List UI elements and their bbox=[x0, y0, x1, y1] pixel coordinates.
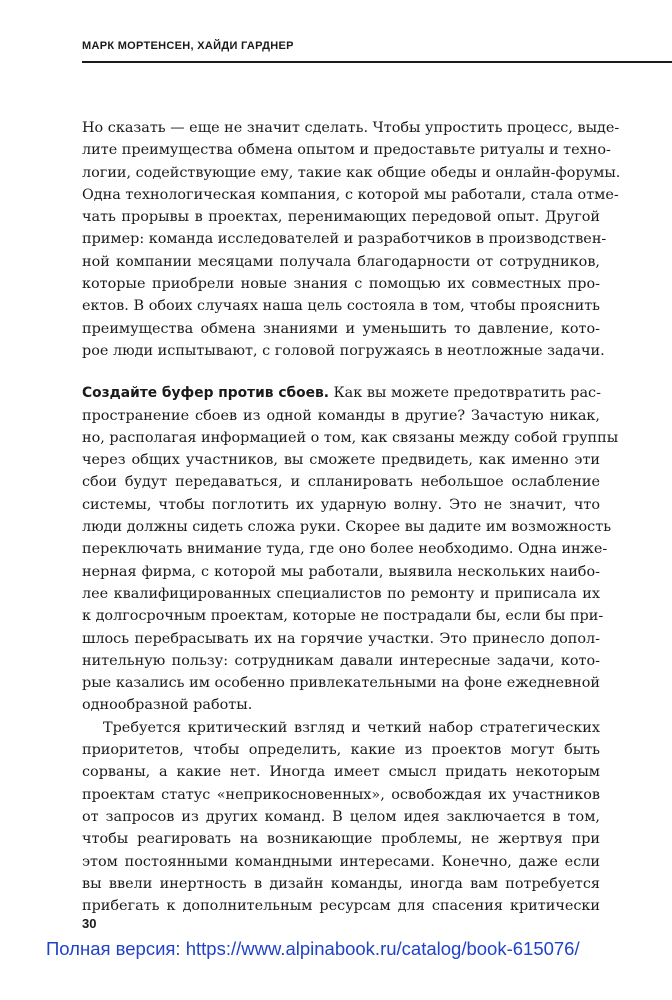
text-line: пример: команда исследователей и разработчиков в производствен- bbox=[82, 231, 607, 248]
text-line: но, располагая информацией о том, как связаны между собой группы bbox=[82, 429, 619, 446]
text-line: приоритетов, чтобы определить, какие из проектов могут быть bbox=[82, 742, 600, 759]
text-line: логии, содействующие ему, такие как общие обеды и онлайн-форумы. bbox=[82, 164, 621, 181]
text-line: проектам статус «неприкосновенных», освобождая их участников bbox=[82, 786, 600, 803]
header-rule bbox=[82, 61, 672, 63]
text-line: сбои будут передаваться, и спланировать небольшое ослабление bbox=[82, 474, 600, 491]
text-line: от запросов из других команд. В целом идея заключается в том, bbox=[82, 808, 600, 825]
text-line: Одна технологическая компания, с которой мы работали, стала отме- bbox=[82, 186, 619, 203]
body-text bbox=[82, 117, 621, 917]
text-line: преимущества обмена знаниями и уменьшить то давление, кото- bbox=[82, 320, 600, 337]
text-line: этом постоянными командными интересами. Конечно, даже если bbox=[82, 853, 600, 870]
paragraph-1 bbox=[82, 117, 621, 362]
running-head: МАРК МОРТЕНСЕН, ХАЙДИ ГАРДНЕР bbox=[82, 40, 294, 52]
text-line: однообразной работы. bbox=[82, 697, 253, 714]
text-line: прибегать к дополнительным ресурсам для спасения критически bbox=[82, 898, 600, 915]
page-number: 30 bbox=[82, 916, 97, 931]
text-line: шлось перебрасывать их на горячие участки. Это принесло допол- bbox=[82, 630, 600, 647]
text-line: ектов. В обоих случаях наша цель состояла в том, чтобы прояснить bbox=[82, 298, 600, 315]
paragraph-3 bbox=[82, 717, 600, 918]
text-line: которые приобрели новые знания с помощью их совместных про- bbox=[82, 276, 600, 293]
text-line: ной компании месяцами получала благодарности от сотрудников, bbox=[82, 253, 600, 270]
section-lead-heading: Создайте буфер против сбоев. bbox=[82, 385, 329, 402]
text-line: рое люди испытывают, с головой погружаясь в неотложные задачи. bbox=[82, 342, 605, 359]
text-line: через общих участников, вы сможете предвидеть, как именно эти bbox=[82, 452, 600, 469]
text-line: переключать внимание туда, где оно более необходимо. Одна инже- bbox=[82, 541, 608, 558]
text-line: лее квалифицированных специалистов по ремонту и приписала их bbox=[82, 585, 600, 602]
text-line: Требуется критический взгляд и четкий набор стратегических bbox=[103, 719, 600, 736]
paragraph-gap bbox=[82, 362, 600, 382]
text-line: чать прорывы в проектах, перенимающих передовой опыт. Другой bbox=[82, 209, 600, 226]
text-line: чтобы реагировать на возникающие проблемы, не жертвуя при bbox=[82, 831, 600, 848]
full-version-link[interactable]: Полная версия: https://www.alpinabook.ru/catalog/book-615076/ bbox=[46, 938, 580, 959]
text-line: пространение сбоев из одной команды в другие? Зачастую никак, bbox=[82, 407, 600, 424]
paragraph-2 bbox=[82, 382, 619, 716]
lead-line-rest: Как вы можете предотвратить рас- bbox=[328, 385, 601, 402]
text-line: нительную пользу: сотрудникам давали интересные задачи, кото- bbox=[82, 652, 600, 669]
text-line: рые казались им особенно привлекательными на фоне ежедневной bbox=[82, 675, 600, 692]
text-line: вы ввели инертность в дизайн команды, иногда вам потребуется bbox=[82, 875, 600, 892]
text-line: системы, чтобы поглотить их ударную волну. Это не значит, что bbox=[82, 496, 600, 513]
text-line bbox=[82, 382, 600, 404]
text-line: нерная фирма, с которой мы работали, выявила нескольких наибо- bbox=[82, 563, 600, 580]
text-line: люди должны сидеть сложа руки. Скорее вы дадите им возможность bbox=[82, 519, 612, 536]
text-line: сорваны, а какие нет. Иногда имеет смысл придать некоторым bbox=[82, 764, 600, 781]
text-line: Но сказать — еще не значит сделать. Чтобы упростить процесс, выде- bbox=[82, 120, 620, 136]
text-line: лите преимущества обмена опытом и предоставьте ритуалы и техно- bbox=[82, 142, 611, 159]
text-line: к долгосрочным проектам, которые не пострадали бы, если бы при- bbox=[82, 608, 604, 625]
